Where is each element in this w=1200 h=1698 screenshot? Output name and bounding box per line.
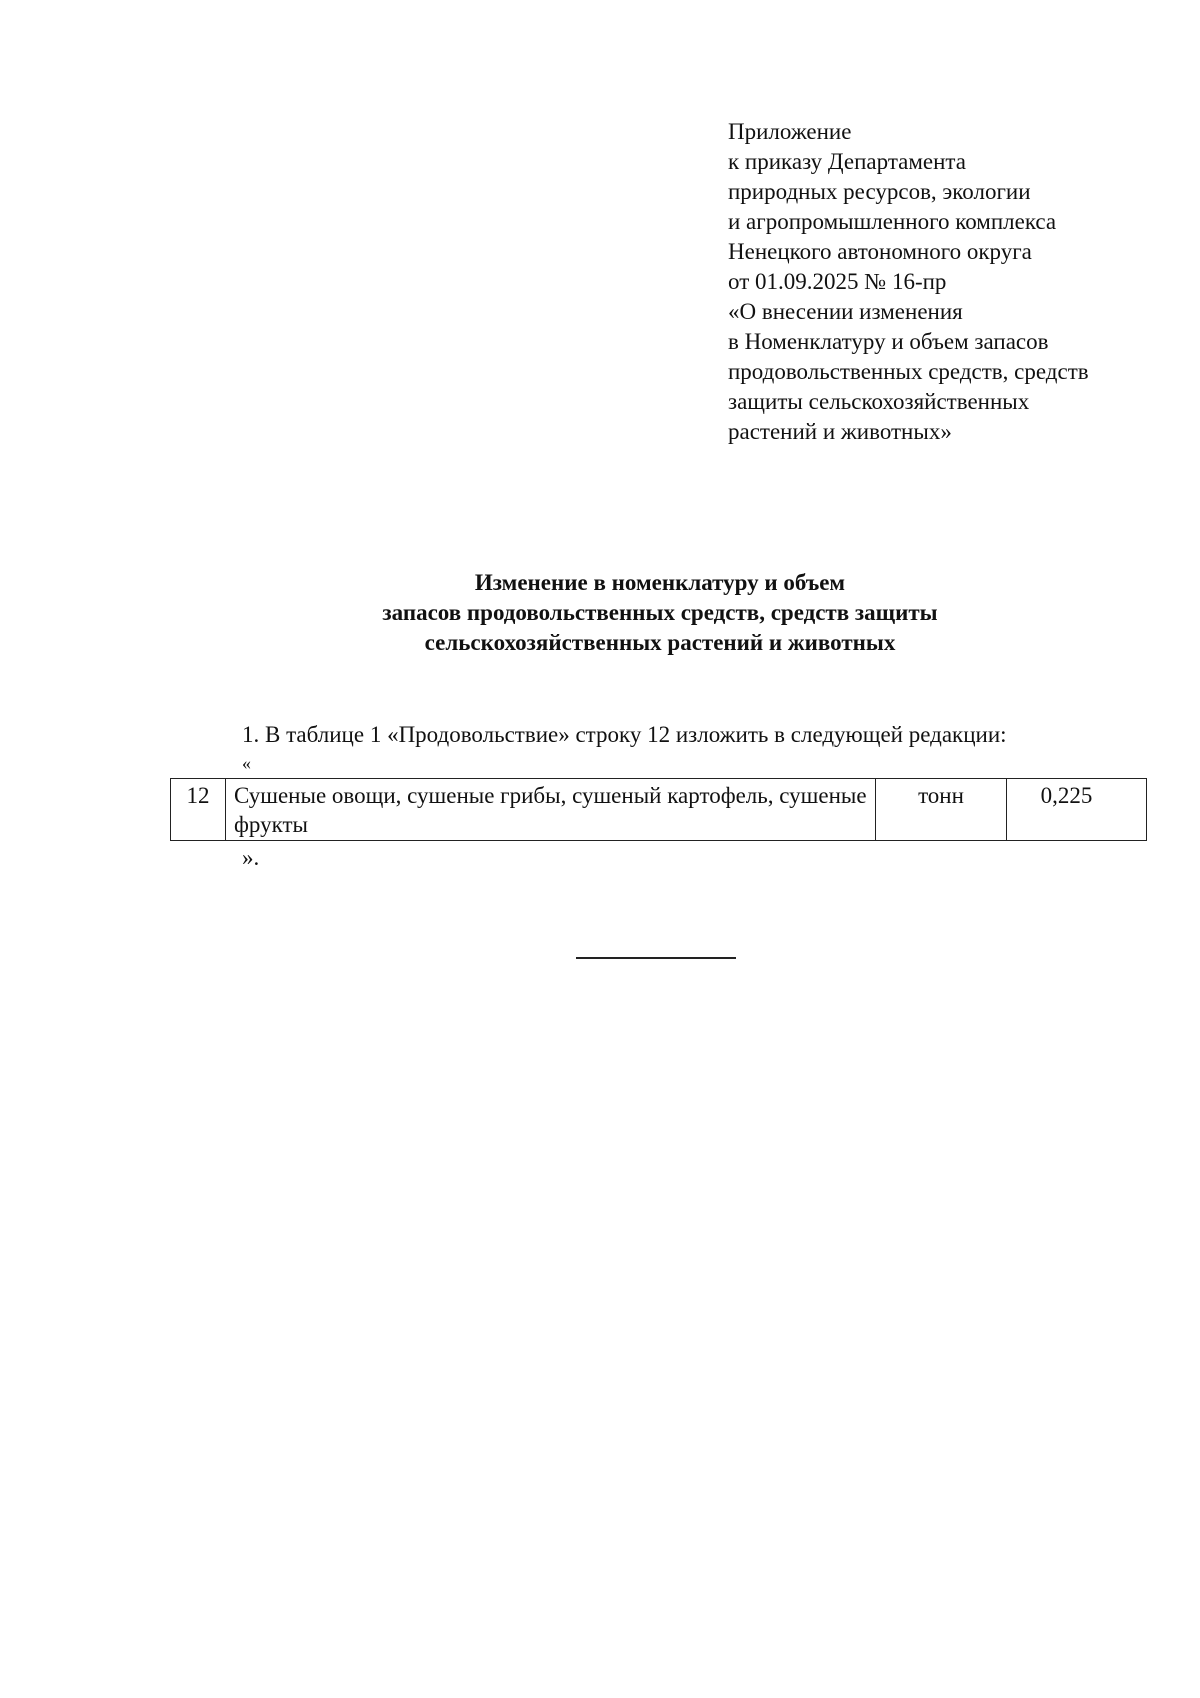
- annex-header: [728, 117, 1168, 447]
- closing-quote: ».: [242, 845, 260, 870]
- amendment-paragraph: 1. В таблице 1 «Продовольствие» строку 12 изложить в следующей редакции:: [242, 722, 1007, 747]
- annex-line: продовольственных средств, средств: [728, 359, 1089, 384]
- amended-row-table: [170, 778, 1147, 841]
- annex-line: защиты сельскохозяйственных: [728, 389, 1030, 414]
- annex-line: Приложение: [728, 119, 852, 144]
- row-unit-cell: тонн: [876, 779, 1007, 841]
- row-name-cell: Сушеные овощи, сушеные грибы, сушеный картофель, сушеные фрукты: [226, 779, 876, 841]
- title-line: Изменение в номенклатуру и объем: [474, 570, 846, 595]
- annex-line: и агропромышленного комплекса: [728, 209, 1057, 234]
- row-number-cell: 12: [171, 779, 226, 841]
- annex-line: в Номенклатуру и объем запасов: [728, 329, 1049, 354]
- table-row: [171, 779, 1147, 841]
- annex-line: растений и животных»: [728, 419, 952, 444]
- annex-line: к приказу Департамента: [728, 149, 966, 174]
- title-line: запасов продовольственных средств, средств защиты: [382, 600, 938, 625]
- annex-line: природных ресурсов, экологии: [728, 179, 1031, 204]
- opening-quote: «: [242, 753, 251, 773]
- document-title: [200, 568, 1120, 658]
- annex-line: от 01.09.2025 № 16-пр: [728, 269, 947, 294]
- row-value-cell: 0,225: [1007, 779, 1147, 841]
- end-divider: [576, 957, 736, 959]
- annex-line: «О внесении изменения: [728, 299, 963, 324]
- title-line: сельскохозяйственных растений и животных: [424, 630, 896, 655]
- annex-line: Ненецкого автономного округа: [728, 239, 1032, 264]
